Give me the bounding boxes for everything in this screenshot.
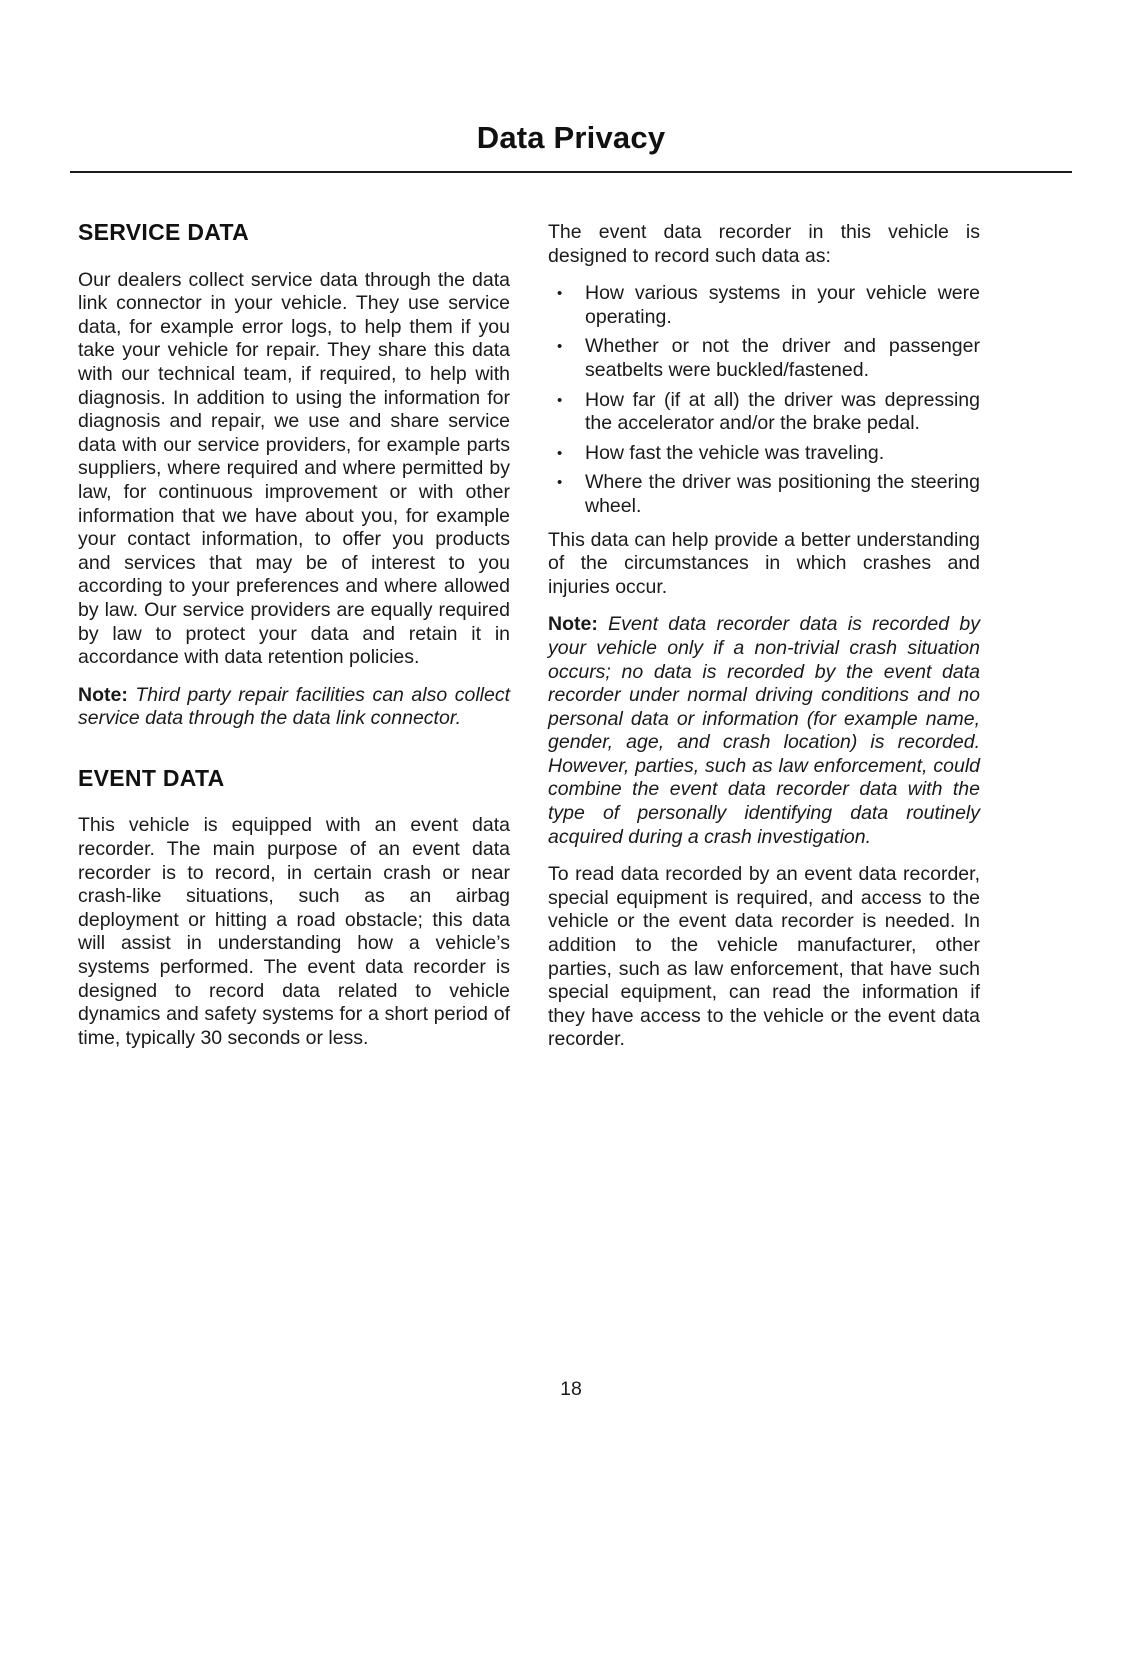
note-label: Note: — [78, 683, 128, 706]
service-data-heading: SERVICE DATA — [78, 219, 250, 245]
list-item-text: Where the driver was positioning the steering wheel. — [585, 471, 980, 517]
page-title: Data Privacy — [476, 120, 666, 155]
event-data-paragraph: This vehicle is equipped with an event data recorder. The main purpose of an event data recorder is to record, in certain crash or near crash-like situations, such as an airbag deployment or hitting a road obstacle; this data will assist in understanding how a vehicle’s systems performed. The event data recorder is designed to record data related to vehicle dynamics and safety systems for a short period of time, typically 30 seconds or less. — [78, 814, 510, 1049]
crash-understanding-paragraph: This data can help provide a better understanding of the circumstances in which crashes and injuries occur. — [548, 528, 980, 598]
list-item — [548, 442, 980, 466]
event-data-note — [548, 613, 980, 849]
bullet-icon: • — [557, 338, 563, 356]
recorded-data-list — [548, 282, 980, 518]
list-item — [548, 471, 980, 518]
document-header — [70, 0, 1072, 173]
note-text: Event data recorder data is recorded by your vehicle only if a non-trivial crash situation occurs; no data is recorded by the event data recorder under normal driving conditions and no personal data or information (for example name, gender, age, and crash location) is recorded. However, parties, such as law enforcement, could combine the event data recorder data with the type of personally identifying data routinely acquired during a crash investigation. — [548, 613, 980, 848]
bullet-icon: • — [557, 285, 563, 303]
note-label: Note: — [548, 613, 598, 636]
event-data-heading: EVENT DATA — [78, 764, 225, 791]
list-item — [548, 389, 980, 436]
list-item-text: How various systems in your vehicle were operating. — [585, 282, 980, 328]
title-divider — [70, 171, 1072, 173]
page-number: 18 — [560, 1378, 582, 1400]
list-item-text: How far (if at all) the driver was depressing the accelerator and/or the brake pedal. — [585, 388, 980, 435]
list-item — [548, 335, 980, 382]
left-column — [78, 221, 510, 1052]
event-recorder-intro-paragraph: The event data recorder in this vehicle is designed to record such data as: — [548, 221, 980, 267]
bullet-icon: • — [557, 444, 563, 462]
service-data-note — [78, 684, 510, 731]
list-item — [548, 282, 980, 329]
right-column — [548, 221, 980, 1052]
note-text: Third party repair facilities can also collect service data through the data link connector. — [78, 683, 510, 730]
bullet-icon: • — [557, 391, 563, 409]
service-data-paragraph: Our dealers collect service data through the data link connector in your vehicle. They use service data, for example error logs, to help them if you take your vehicle for repair. They share this data with our technical team, if required, to help with diagnosis. In addition to using the information for diagnosis and repair, we use and share service data with our service providers, for example parts suppliers, where required and where permitted by law, for continuous improvement or with other information that we have about you, for example your contact information, to offer you products and services that may be of interest to you according to your preferences and where allowed by law. Our service providers are equally required by law to protect your data and retain it in accordance with data retention policies. — [78, 268, 510, 669]
read-data-paragraph: To read data recorded by an event data recorder, special equipment is required, and access to the vehicle or the event data recorder is needed. In addition to the vehicle manufacturer, other parties, such as law enforcement, that have such special equipment, can read the information if they have access to the vehicle or the event data recorder. — [548, 863, 980, 1051]
list-item-text: How fast the vehicle was traveling. — [585, 441, 885, 464]
list-item-text: Whether or not the driver and passenger seatbelts were buckled/fastened. — [585, 335, 980, 381]
bullet-icon: • — [557, 474, 563, 492]
two-column-layout — [78, 221, 980, 1052]
